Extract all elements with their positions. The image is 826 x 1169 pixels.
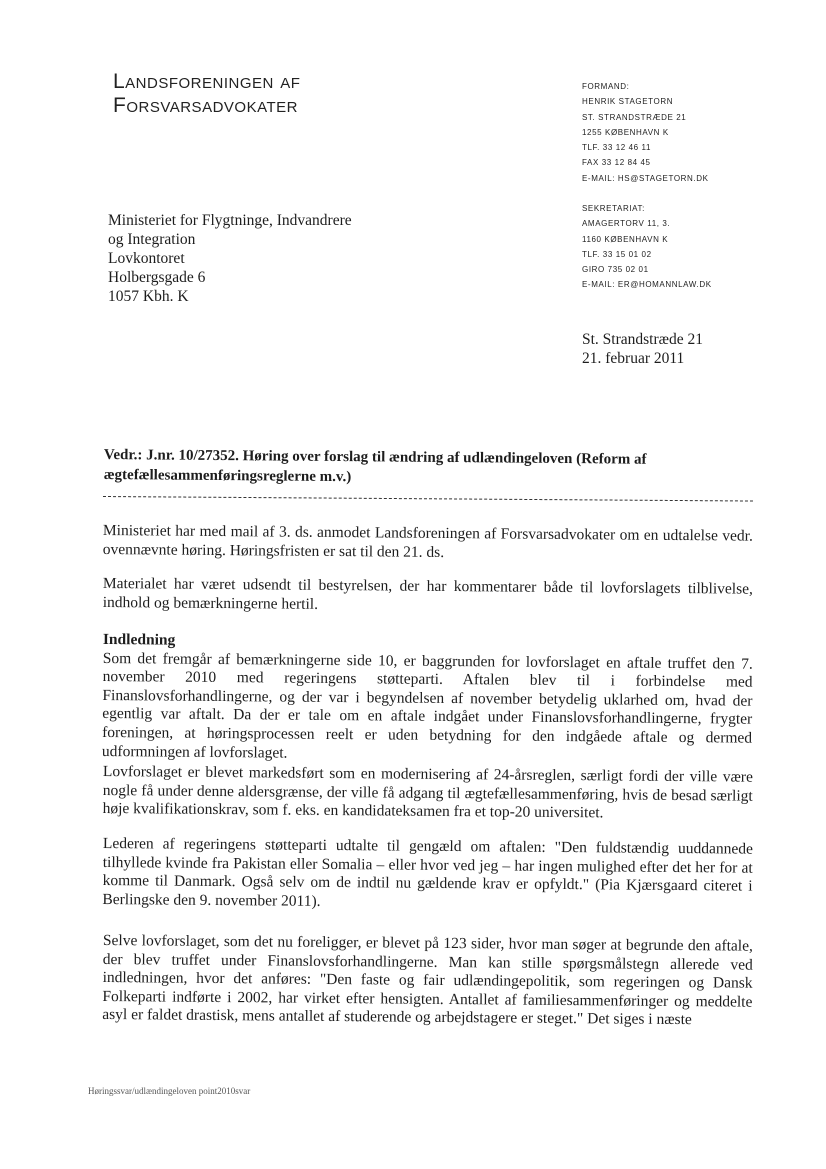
sekretariat-label: SEKRETARIAT: (582, 204, 645, 213)
body-paragraph-2: Materialet har været udsendt til bestyrelsen, der har kommentarer både til lovforslagets tilblivelse, indhold og bemærkningerne hertil. (102, 575, 753, 613)
sekretariat-email: E-MAIL: ER@HOMANNLAW.DK (582, 280, 712, 290)
recipient-line: 1057 Kbh. K (108, 288, 189, 305)
sekretariat-contact-block (582, 201, 712, 293)
recipient-line: Lovkontoret (108, 250, 185, 267)
recipient-address (108, 211, 352, 306)
body-paragraph-5: Lederen af regeringens støtteparti udtalte til gengæld om aftalen: "Den fuldstændig uuddannede tilhyllede kvinde fra Pakistan eller Somalia – eller hvor ved jeg – har ingen mulighed efter det her for at komme til Danmark. Også selv om de indtil nu gældende krav er opfyldt." (Pia Kjærsgaard citeret i Berlingske den 9. november 2011). (102, 835, 753, 910)
sender-place: St. Strandstræde 21 (582, 331, 703, 348)
body-paragraph-1: Ministeriet har med mail af 3. ds. anmodet Landsforeningen af Forsvarsadvokater om en udtalelse vedr. ovennævnte høring. Høringsfristen er sat til den 21. ds. (102, 522, 753, 561)
recipient-line: og Integration (108, 231, 196, 248)
subject-line: Vedr.: J.nr. 10/27352. Høring over forslag til ændring af udlændingeloven (Reform af ægtefællesammenføringsreglerne m.v.) (103, 446, 647, 486)
formand-street: ST. STRANDSTRÆDE 21 (582, 112, 687, 122)
org-name-line1: Landsforeningen af (113, 70, 301, 93)
recipient-line: Ministeriet for Flygtninge, Indvandrere (108, 212, 352, 229)
sekretariat-phone: TLF. 33 15 01 02 (582, 249, 652, 259)
body-paragraph-6: Selve lovforslaget, som det nu foreligger, er blevet på 123 sider, hvor man søger at begrunde den aftale, der blev truffet under Finanslovsforhandlingerne. Man kan stille spørgsmålstegn allerede ved indledningen, hvor det anføres: "Den faste og fair udlændingepolitik, som regeringen og Dansk Folkeparti indførte i 2002, har virket efter hensigten. Antallet af familiesammenføringer og meddelte asyl er faldet drastisk, mens antallet af studerende og arbejdstagere er steget." Det siges i næste (102, 932, 753, 1029)
subject-divider (103, 496, 753, 502)
org-name-line2: Forsvarsadvokater (113, 94, 298, 117)
recipient-line: Holbergsgade 6 (108, 269, 206, 286)
formand-contact-block (582, 79, 709, 186)
place-and-date (582, 330, 703, 368)
formand-email: E-MAIL: HS@STAGETORN.DK (582, 173, 709, 183)
letter-date: 21. februar 2011 (582, 350, 685, 367)
sekretariat-street: AMAGERTORV 11, 3. (582, 219, 671, 229)
body-paragraph-4: Lovforslaget er blevet markedsført som en modernisering af 24-årsreglen, særligt fordi der ville være nogle få under denne aldersgrænse, der ville få adgang til ægtefællesammenføring, hvis de besad særligt høje kvalifikationskrav, som f. eks. en kandidateksamen fra et top-20 universitet. (102, 763, 753, 822)
indledning-section (102, 631, 753, 767)
formand-fax: FAX 33 12 84 45 (582, 158, 651, 168)
body-paragraph-3: Som det fremgår af bemærkningerne side 10, er baggrunden for lovforslaget en aftale truffet den 7. november 2010 med regeringens støtteparti. Aftalen blev til i forbindelse med Finanslovsforhandlingerne, og der var i begyndelsen af november betydelig uklarhed om, hvad der egentlig var aftalt. Da der er tale om en aftale indgået under Finanslovsforhandlingerne, frygter foreningen, at høringsprocessen reelt er uden betydning for den indgåede aftale og dermed udformningen af lovforslaget. (101, 649, 753, 762)
sekretariat-city: 1160 KØBENHAVN K (582, 234, 669, 244)
formand-label: FORMAND: (582, 82, 630, 91)
sekretariat-giro: GIRO 735 02 01 (582, 265, 649, 275)
formand-name: HENRIK STAGETORN (582, 97, 674, 107)
letterhead-org-name (113, 70, 300, 118)
formand-city: 1255 KØBENHAVN K (582, 127, 669, 137)
formand-phone: TLF. 33 12 46 11 (582, 143, 652, 153)
section-heading: Indledning (102, 631, 176, 649)
footer-file-path: Høringssvar/udlændingeloven point2010svar (88, 1086, 251, 1096)
